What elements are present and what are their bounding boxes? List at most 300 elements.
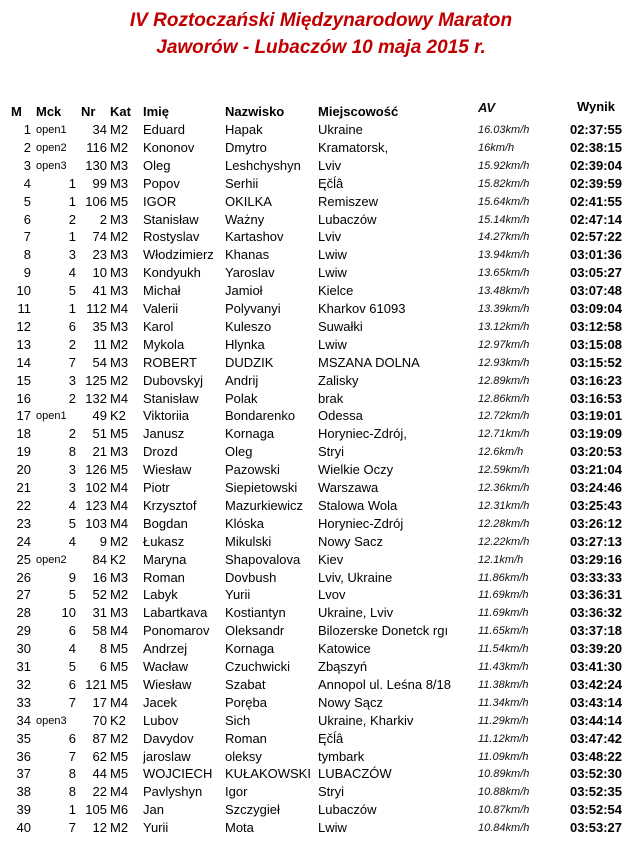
table-row	[0, 425, 642, 443]
cell-mck: open2	[36, 141, 67, 154]
cell-mck: 3	[68, 480, 76, 495]
cell-nr: 121	[85, 676, 107, 692]
cell-imie: ROBERT	[143, 354, 197, 370]
table-row	[0, 175, 642, 193]
cell-imie: Rostyslav	[143, 229, 200, 245]
cell-mck: 4	[68, 641, 76, 657]
cell-miejscowosc: Lvov	[318, 587, 346, 603]
cell-m: 10	[16, 283, 31, 299]
cell-m: 11	[17, 301, 31, 316]
cell-miejscowosc: Kramatorsk,	[318, 139, 389, 155]
cell-av: 13.94km/h	[478, 249, 530, 262]
cell-kat: M4	[110, 390, 129, 406]
cell-nazwisko: DUDZIK	[225, 354, 274, 370]
cell-m: 28	[16, 605, 31, 621]
cell-nazwisko: Igor	[225, 784, 248, 800]
cell-kat: M4	[110, 497, 129, 513]
header-nr: Nr	[81, 104, 96, 119]
cell-miejscowosc: Stryi	[318, 784, 344, 800]
cell-nr: 16	[92, 569, 107, 585]
cell-mck: 8	[68, 766, 76, 782]
cell-mck: 9	[68, 569, 76, 585]
cell-nazwisko: Oleksandr	[225, 623, 285, 639]
cell-wynik: 03:43:14	[569, 694, 623, 710]
table-row	[0, 336, 642, 354]
cell-wynik: 02:38:15	[569, 139, 623, 155]
cell-av: 13.12km/h	[478, 320, 530, 333]
cell-miejscowosc: Bilozerske Donetck rgı	[318, 623, 449, 639]
cell-av: 12.22km/h	[478, 535, 530, 548]
cell-nr: 62	[92, 748, 107, 764]
cell-m: 39	[16, 802, 31, 818]
table-row	[0, 658, 642, 676]
table-row	[0, 372, 642, 390]
table-row	[0, 228, 642, 246]
cell-wynik: 03:15:52	[569, 354, 623, 370]
cell-imie: Wiesław	[143, 462, 192, 478]
cell-imie: Davydov	[143, 730, 194, 746]
cell-m: 37	[16, 766, 31, 782]
cell-kat: M4	[110, 694, 129, 710]
cell-m: 27	[16, 587, 31, 603]
cell-m: 13	[16, 336, 31, 352]
cell-av: 12.89km/h	[478, 374, 530, 387]
cell-miejscowosc: Kielce	[318, 283, 354, 299]
cell-miejscowosc: Lwiw	[318, 820, 347, 836]
cell-imie: Jan	[143, 802, 164, 818]
table-header	[0, 99, 642, 121]
cell-m: 9	[23, 265, 31, 281]
cell-nr: 87	[92, 730, 107, 746]
cell-kat: M4	[110, 515, 129, 531]
cell-kat: M2	[110, 730, 129, 746]
cell-m: 15	[16, 372, 31, 388]
cell-miejscowosc: Stryi	[318, 444, 344, 460]
cell-miejscowosc: Nowy Sacz	[318, 533, 384, 549]
cell-miejscowosc: Annopol ul. Leśna 8/18	[318, 676, 451, 692]
table-row	[0, 569, 642, 587]
cell-m: 4	[23, 175, 31, 191]
cell-m: 36	[16, 748, 31, 764]
cell-mck: 6	[68, 676, 76, 692]
cell-miejscowosc: Suwałki	[318, 318, 363, 334]
cell-wynik: 03:48:22	[569, 748, 623, 764]
cell-imie: Labartkava	[143, 605, 208, 621]
cell-nr: 44	[92, 766, 107, 782]
cell-miejscowosc: Zbąszyń	[318, 659, 368, 674]
cell-kat: M3	[110, 247, 129, 263]
cell-wynik: 02:37:55	[569, 122, 623, 137]
cell-miejscowosc: Ukraine	[318, 122, 363, 137]
cell-nr: 52	[92, 587, 107, 603]
cell-av: 15.64km/h	[478, 195, 530, 208]
cell-m: 7	[23, 229, 31, 245]
cell-imie: Oleg	[143, 157, 171, 173]
table-row	[0, 318, 642, 336]
table-row	[0, 157, 642, 175]
cell-m: 34	[16, 712, 31, 728]
cell-av: 10.89km/h	[478, 768, 530, 781]
cell-nazwisko: Polak	[225, 390, 258, 406]
cell-wynik: 03:36:31	[569, 587, 623, 603]
cell-av: 11.69km/h	[478, 607, 529, 620]
cell-mck: 7	[68, 820, 76, 836]
cell-miejscowosc: Stalowa Wola	[318, 497, 398, 513]
cell-kat: M2	[110, 336, 129, 352]
cell-mck: open3	[36, 714, 67, 727]
cell-mck: 5	[68, 515, 76, 531]
table-row	[0, 586, 642, 604]
cell-mck: 1	[68, 802, 76, 818]
cell-wynik: 02:57:22	[569, 229, 623, 245]
cell-miejscowosc: LUBACZÓW	[318, 766, 392, 782]
cell-imie: Ponomarov	[143, 623, 210, 639]
cell-av: 13.48km/h	[478, 285, 530, 298]
table-row	[0, 640, 642, 658]
table-row	[0, 193, 642, 211]
cell-m: 26	[16, 569, 31, 585]
cell-av: 11.69km/h	[478, 589, 529, 602]
cell-miejscowosc: Wielkie Oczy	[318, 462, 394, 478]
cell-kat: M3	[110, 569, 129, 585]
cell-m: 22	[16, 497, 31, 513]
cell-mck: 4	[68, 497, 76, 513]
cell-nazwisko: OKILKA	[225, 193, 272, 209]
cell-nazwisko: oleksy	[225, 748, 262, 764]
cell-imie: Yurii	[143, 820, 169, 836]
cell-kat: M5	[110, 426, 129, 442]
cell-wynik: 03:16:53	[569, 390, 623, 406]
cell-imie: Jacek	[143, 694, 177, 710]
cell-wynik: 03:27:13	[569, 533, 623, 549]
table-row	[0, 282, 642, 300]
table-row	[0, 211, 642, 229]
cell-mck: 3	[68, 462, 76, 478]
cell-imie: Stanisław	[143, 211, 199, 227]
cell-imie: Drozd	[143, 444, 178, 460]
cell-imie: Roman	[143, 569, 185, 585]
cell-mck: 2	[68, 336, 76, 352]
cell-kat: M5	[110, 766, 129, 782]
cell-miejscowosc: Ukraine, Lviv	[318, 605, 394, 621]
cell-mck: 1	[68, 175, 76, 191]
cell-nazwisko: Szabat	[225, 676, 266, 692]
cell-nr: 106	[85, 193, 107, 209]
table-row	[0, 748, 642, 766]
cell-mck: 5	[68, 283, 76, 299]
cell-kat: M2	[110, 139, 129, 155]
cell-nr: 74	[92, 229, 107, 245]
table-row	[0, 622, 642, 640]
header-mck: Mck	[36, 104, 62, 119]
cell-nr: 84	[92, 551, 107, 567]
cell-mck: 3	[68, 247, 76, 263]
table-row	[0, 354, 642, 372]
cell-av: 12.59km/h	[478, 464, 530, 477]
cell-nazwisko: Kuleszo	[225, 318, 272, 334]
cell-kat: M3	[110, 605, 129, 621]
cell-imie: Viktoriia	[143, 408, 190, 424]
cell-nazwisko: Kostiantyn	[225, 605, 286, 621]
cell-nr: 123	[85, 497, 107, 513]
cell-wynik: 02:41:55	[569, 193, 623, 209]
cell-m: 8	[23, 247, 31, 263]
cell-kat: M6	[110, 802, 129, 818]
cell-imie: Mykola	[143, 336, 185, 352]
cell-nazwisko: Dmytro	[225, 139, 267, 155]
cell-nazwisko: Siepietowski	[225, 480, 298, 495]
cell-nazwisko: Oleg	[225, 444, 253, 460]
table-row	[0, 390, 642, 408]
cell-miejscowosc: Lubaczów	[318, 802, 377, 818]
title-line-1: IV Roztoczański Międzynarodowy Maraton	[129, 10, 513, 31]
cell-nazwisko: Mota	[225, 820, 254, 836]
cell-nazwisko: Roman	[225, 730, 267, 746]
cell-miejscowosc: Ęčĺâ	[318, 175, 344, 191]
cell-miejscowosc: Kiev	[318, 551, 344, 567]
cell-imie: Pavlyshyn	[143, 784, 203, 800]
cell-nr: 103	[85, 515, 107, 531]
cell-wynik: 03:19:01	[569, 408, 623, 424]
cell-kat: M5	[110, 748, 129, 764]
cell-miejscowosc: Lwiw	[318, 265, 347, 281]
cell-kat: K2	[110, 551, 126, 567]
cell-av: 15.92km/h	[478, 159, 530, 172]
cell-mck: open1	[36, 410, 67, 423]
cell-nr: 12	[92, 820, 107, 836]
cell-miejscowosc: Horyniec-Zdrój	[318, 515, 404, 531]
cell-av: 11.43km/h	[478, 661, 529, 673]
cell-nr: 49	[92, 408, 107, 424]
cell-av: 11.29km/h	[478, 714, 529, 727]
cell-imie: Valerii	[143, 301, 179, 316]
cell-wynik: 03:47:42	[569, 730, 623, 746]
cell-miejscowosc: Katowice	[318, 641, 371, 657]
table-row	[0, 730, 642, 748]
cell-miejscowosc: Lviv, Ukraine	[318, 569, 393, 585]
cell-av: 11.54km/h	[478, 643, 529, 656]
cell-miejscowosc: MSZANA DOLNA	[318, 354, 420, 370]
header-wynik: Wynik	[576, 99, 616, 114]
cell-nazwisko: Kornaga	[225, 426, 275, 442]
cell-av: 11.34km/h	[478, 696, 529, 709]
cell-m: 1	[23, 122, 31, 137]
title-line-2: Jaworów - Lubaczów 10 maja 2015 r.	[156, 37, 486, 58]
cell-av: 16km/h	[478, 141, 515, 154]
cell-kat: M2	[110, 122, 129, 137]
cell-imie: Piotr	[143, 480, 170, 495]
cell-kat: M3	[110, 283, 129, 299]
cell-nr: 34	[92, 122, 107, 137]
cell-imie: IGOR	[143, 193, 177, 209]
cell-kat: M5	[110, 641, 129, 657]
header-m: M	[11, 104, 22, 119]
table-row	[0, 551, 642, 569]
cell-mck: 2	[68, 211, 76, 227]
cell-nr: 9	[99, 533, 107, 549]
cell-kat: M2	[110, 372, 129, 388]
cell-av: 12.6km/h	[478, 446, 524, 459]
cell-miejscowosc: Ęčĺâ	[318, 730, 344, 746]
cell-nr: 23	[92, 247, 107, 263]
cell-wynik: 03:25:43	[569, 497, 623, 513]
cell-wynik: 03:20:53	[569, 444, 623, 460]
cell-imie: Łukasz	[143, 533, 185, 549]
cell-miejscowosc: tymbark	[318, 748, 365, 764]
cell-miejscowosc: Zalisky	[318, 372, 359, 388]
cell-kat: M5	[110, 659, 129, 674]
cell-miejscowosc: Ukraine, Kharkiv	[318, 712, 414, 728]
cell-av: 11.12km/h	[478, 732, 529, 745]
cell-kat: M3	[110, 265, 129, 281]
cell-av: 15.14km/h	[478, 213, 530, 226]
cell-nr: 22	[92, 784, 107, 800]
cell-nr: 102	[85, 480, 107, 495]
cell-mck: 4	[68, 265, 76, 281]
cell-mck: 1	[68, 229, 76, 245]
cell-mck: 2	[68, 390, 76, 406]
cell-wynik: 03:21:04	[569, 462, 623, 478]
cell-m: 32	[16, 676, 31, 692]
cell-nazwisko: Serhii	[225, 175, 259, 191]
cell-av: 12.71km/h	[478, 428, 530, 441]
cell-nazwisko: Dovbush	[225, 569, 277, 585]
cell-av: 14.27km/h	[478, 231, 530, 244]
cell-imie: Włodzimierz	[143, 247, 214, 263]
cell-nazwisko: Bondarenko	[225, 408, 296, 424]
cell-av: 15.82km/h	[478, 177, 530, 190]
cell-miejscowosc: Kharkov 61093	[318, 301, 406, 316]
cell-kat: M2	[110, 229, 129, 245]
cell-nr: 132	[85, 390, 107, 406]
cell-av: 12.36km/h	[478, 482, 530, 494]
cell-wynik: 03:16:23	[569, 372, 623, 388]
cell-av: 12.1km/h	[478, 553, 524, 566]
cell-nazwisko: Czuchwicki	[225, 659, 291, 674]
cell-miejscowosc: brak	[318, 390, 344, 406]
cell-miejscowosc: Warszawa	[318, 480, 379, 495]
cell-av: 13.39km/h	[478, 303, 530, 315]
cell-wynik: 02:39:59	[569, 175, 623, 191]
cell-nr: 116	[86, 139, 107, 155]
cell-wynik: 03:52:30	[569, 766, 623, 782]
cell-wynik: 02:39:04	[569, 157, 623, 173]
cell-wynik: 03:37:18	[569, 623, 623, 639]
cell-kat: M3	[110, 444, 129, 460]
cell-imie: Dubovskyj	[143, 372, 203, 388]
cell-kat: M5	[110, 462, 129, 478]
cell-mck: 6	[68, 623, 76, 639]
cell-wynik: 03:41:30	[569, 659, 623, 674]
cell-av: 10.84km/h	[478, 822, 530, 835]
cell-nazwisko: Sich	[225, 712, 251, 728]
header-miejscowosc: Miejscowość	[318, 104, 399, 119]
cell-nazwisko: Hlynka	[225, 336, 265, 352]
cell-mck: 8	[68, 444, 76, 460]
cell-av: 16.03km/h	[478, 124, 530, 136]
cell-nr: 99	[92, 175, 107, 191]
cell-imie: Stanisław	[143, 390, 199, 406]
cell-mck: 1	[68, 301, 76, 316]
cell-m: 29	[16, 623, 31, 639]
cell-wynik: 03:07:48	[569, 283, 623, 299]
cell-m: 6	[23, 211, 31, 227]
cell-mck: 7	[68, 748, 76, 764]
cell-av: 10.87km/h	[478, 804, 530, 817]
cell-mck: 5	[68, 587, 76, 603]
cell-kat: M3	[110, 318, 129, 334]
cell-nr: 11	[93, 336, 107, 352]
cell-wynik: 03:15:08	[569, 336, 623, 352]
cell-mck: 6	[68, 730, 76, 746]
cell-wynik: 03:29:16	[569, 551, 623, 567]
cell-m: 23	[16, 515, 31, 531]
cell-av: 12.31km/h	[478, 499, 530, 512]
table-row	[0, 712, 642, 730]
cell-m: 14	[16, 354, 31, 370]
cell-mck: 10	[61, 605, 76, 621]
cell-wynik: 03:39:20	[569, 641, 623, 657]
cell-imie: Eduard	[143, 122, 185, 137]
cell-nr: 112	[86, 301, 107, 316]
cell-imie: Krzysztof	[143, 497, 197, 513]
cell-kat: K2	[110, 408, 126, 424]
cell-nr: 10	[92, 265, 107, 281]
header-nazwisko: Nazwisko	[225, 104, 285, 119]
cell-av: 12.72km/h	[478, 410, 530, 423]
cell-kat: M2	[110, 820, 129, 836]
cell-imie: Wiesław	[143, 676, 192, 692]
cell-kat: M3	[110, 175, 129, 191]
cell-nr: 58	[92, 623, 107, 639]
table-row	[0, 461, 642, 479]
table-row	[0, 443, 642, 461]
cell-nazwisko: Shapovalova	[225, 551, 301, 567]
cell-imie: Kondyukh	[143, 265, 201, 281]
cell-m: 33	[16, 694, 31, 710]
cell-mck: 8	[68, 784, 76, 800]
cell-nazwisko: Jamioł	[225, 283, 263, 299]
cell-m: 40	[16, 820, 31, 836]
cell-imie: Popov	[143, 175, 180, 191]
cell-imie: jaroslaw	[143, 748, 191, 764]
cell-mck: open3	[36, 159, 67, 172]
cell-nr: 125	[85, 372, 107, 388]
cell-kat: M2	[110, 587, 129, 603]
cell-mck: 4	[68, 533, 76, 549]
cell-av: 10.88km/h	[478, 786, 530, 799]
cell-miejscowosc: Lviv	[318, 229, 342, 245]
cell-kat: M5	[110, 193, 129, 209]
cell-imie: Karol	[143, 318, 174, 334]
cell-kat: M4	[110, 784, 129, 800]
table-row	[0, 694, 642, 712]
cell-miejscowosc: Lviv	[318, 157, 342, 173]
cell-miejscowosc: Odessa	[318, 408, 363, 424]
table-row	[0, 533, 642, 551]
cell-m: 5	[23, 193, 31, 209]
cell-imie: Labyk	[143, 587, 178, 603]
cell-nazwisko: Kartashov	[225, 229, 284, 245]
cell-m: 30	[16, 641, 31, 657]
cell-imie: WOJCIECH	[143, 766, 213, 782]
cell-av: 11.38km/h	[478, 678, 529, 691]
table-row	[0, 819, 642, 837]
cell-mck: 1	[68, 193, 76, 209]
cell-wynik: 03:12:58	[569, 318, 623, 334]
cell-imie: Kononov	[143, 139, 195, 155]
cell-nr: 8	[99, 641, 107, 657]
